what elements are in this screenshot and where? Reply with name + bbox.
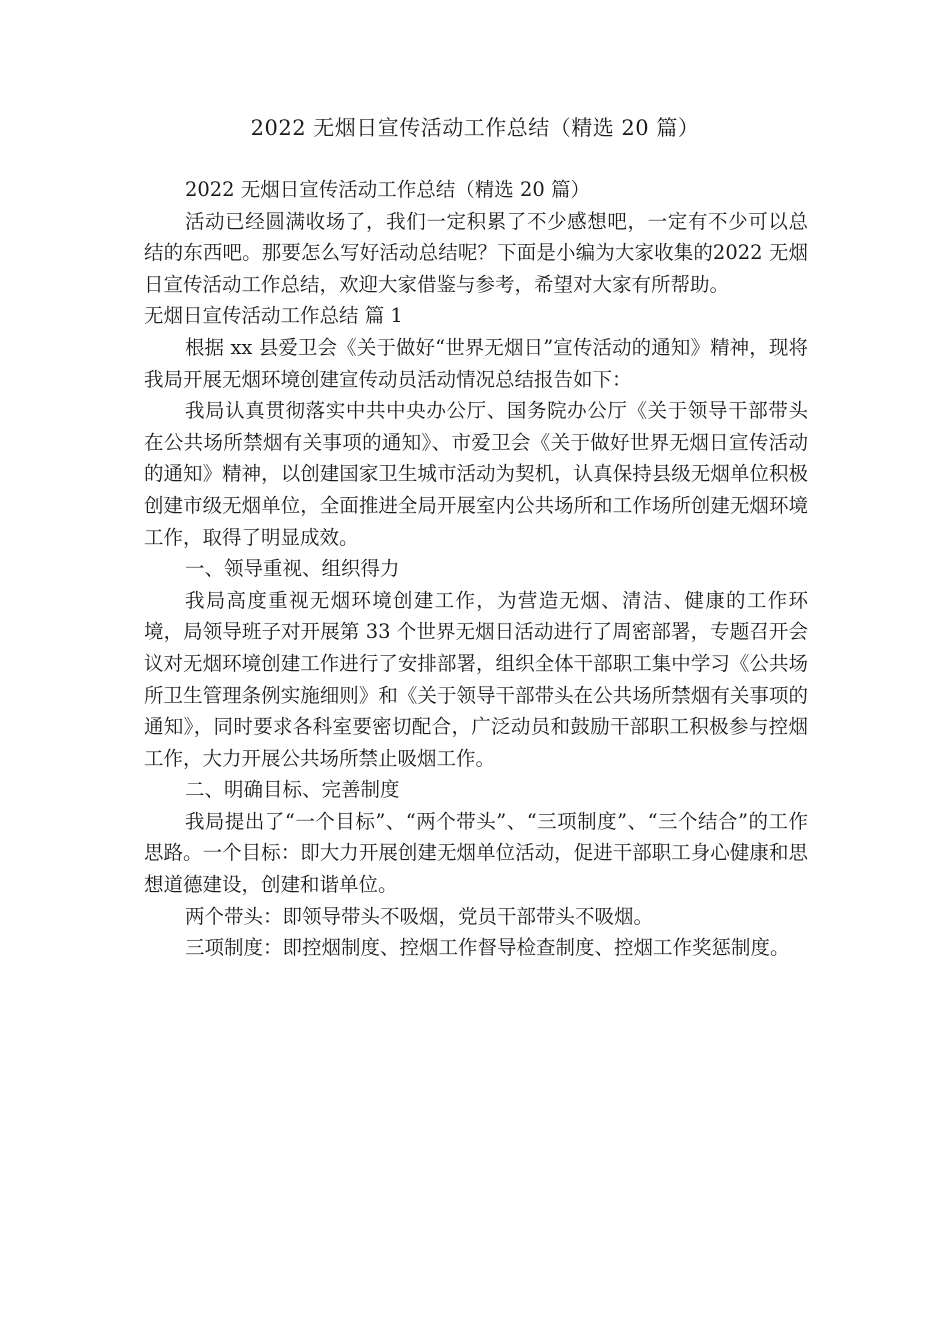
paragraph-three-systems: 三项制度：即控烟制度、控烟工作督导检查制度、控烟工作奖惩制度。 — [184, 936, 790, 960]
subheading-goals: 二、明确目标、完善制度 — [184, 778, 400, 802]
section-heading-part-1: 无烟日宣传活动工作总结 篇 1 — [144, 304, 403, 328]
paragraph-leadership: 我局高度重视无烟环境创建工作，为营造无烟、清洁、健康的工作环境，局领导班子对开展第 33 个世界无烟日活动进行了周密部署，专题召开会议对无烟环境创建工作进行了安排部署，组织全体干部职工集中学习《公共场所卫生管理条例实施细则》和《关于领导干部带头在公共场所禁烟有关事项的通知》，同时要求各科室要密切配合，广泛动员和鼓励干部职工积极参与控烟工作，大力开展公共场所禁止吸烟工作。 — [144, 588, 808, 770]
paragraph-basis: 根据 xx 县爱卫会《关于做好“世界无烟日”宣传活动的通知》精神，现将我局开展无烟环境创建宣传动员活动情况总结报告如下： — [144, 335, 808, 391]
subheading-leadership: 一、领导重视、组织得力 — [184, 557, 400, 581]
paragraph-subtitle: 2022 无烟日宣传活动工作总结（精选 20 篇） — [184, 178, 590, 201]
paragraph-goals: 我局提出了“一个目标”、“两个带头”、“三项制度”、“三个结合”的工作思路。一个目标：即大力开展创建无烟单位活动，促进干部职工身心健康和思想道德建设，创建和谐单位。 — [144, 809, 808, 897]
paragraph-implementation: 我局认真贯彻落实中共中央办公厅、国务院办公厅《关于领导干部带头在公共场所禁烟有关事项的通知》、市爱卫会《关于做好世界无烟日宣传活动的通知》精神，以创建国家卫生城市活动为契机，认真保持县级无烟单位积极创建市级无烟单位，全面推进全局开展室内公共场所和工作场所创建无烟环境工作，取得了明显成效。 — [144, 399, 808, 549]
paragraph-intro: 活动已经圆满收场了，我们一定积累了不少感想吧，一定有不少可以总结的东西吧。那要怎么写好活动总结呢？下面是小编为大家收集的2022 无烟日宣传活动工作总结，欢迎大家借鉴与参考，希望对大家有所帮助。 — [144, 209, 808, 296]
paragraph-two-leads: 两个带头：即领导带头不吸烟，党员干部带头不吸烟。 — [184, 904, 653, 928]
document-title: 2022 无烟日宣传活动工作总结（精选 20 篇） — [250, 116, 700, 140]
document-body — [144, 174, 808, 964]
